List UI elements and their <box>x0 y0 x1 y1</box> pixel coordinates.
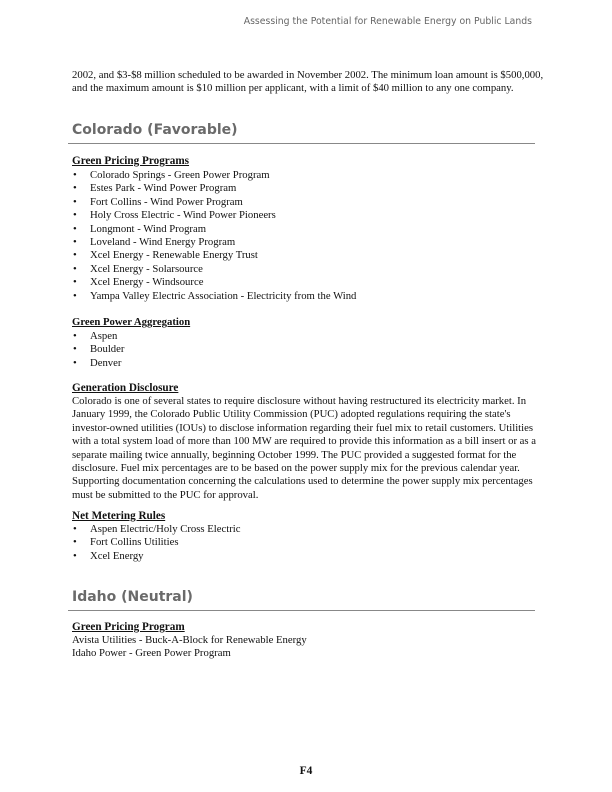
green-pricing-list <box>72 169 544 303</box>
list-item: • Longmont - Wind Program <box>72 223 544 236</box>
list-item: • Aspen <box>72 330 544 343</box>
disclosure-paragraph: Colorado is one of several states to require disclosure without having restructured its electricity market. In January 1999, the Colorado Public Utility Commission (PUC) adopted regulations requiring the state's investor-owned utilities (IOUs) to disclose information regarding their fuel mix to retail customers. Utilities with a total system load of more than 100 MW are required to provide this information as a bill insert or as a separate mailing twice annually, beginning October 1999. The PUC provided a suggested format for the disclosure. Fuel mix percentages are to be based on the power supply mix for the previous calendar year. Supporting documentation concerning the calculations used to determine the power supply mix percentages must be submitted to the PUC for approval. <box>72 395 537 501</box>
list-item: • Yampa Valley Electric Association - Electricity from the Wind <box>72 290 544 303</box>
list-item: • Xcel Energy <box>72 550 544 563</box>
aggregation-list <box>72 330 544 370</box>
list-item: • Holy Cross Electric - Wind Power Pioneers <box>72 209 544 222</box>
list-item: • Fort Collins - Wind Power Program <box>72 196 544 209</box>
subheading-net-metering: Net Metering Rules <box>72 510 166 522</box>
subheading-aggregation: Green Power Aggregation <box>72 316 191 328</box>
section-divider <box>68 610 535 611</box>
section-divider <box>68 143 535 144</box>
list-item: • Estes Park - Wind Power Program <box>72 182 544 195</box>
list-item: • Loveland - Wind Energy Program <box>72 236 544 249</box>
list-item: • Boulder <box>72 343 544 356</box>
section-heading-colorado: Colorado (Favorable) <box>72 122 238 138</box>
idaho-program-lines <box>72 634 544 661</box>
net-metering-list <box>72 523 544 563</box>
list-item: • Xcel Energy - Renewable Energy Trust <box>72 249 544 262</box>
list-item: • Fort Collins Utilities <box>72 536 544 549</box>
list-item: • Colorado Springs - Green Power Program <box>72 169 544 182</box>
subheading-disclosure: Generation Disclosure <box>72 382 179 394</box>
list-item: • Xcel Energy - Solarsource <box>72 263 544 276</box>
section-heading-idaho: Idaho (Neutral) <box>72 589 193 605</box>
running-header: Assessing the Potential for Renewable Energy on Public Lands <box>243 16 532 27</box>
program-line: Idaho Power - Green Power Program <box>72 647 231 660</box>
page-number: F4 <box>299 765 313 777</box>
program-line: Avista Utilities - Buck-A-Block for Renewable Energy <box>72 634 307 646</box>
subheading-idaho-green-pricing: Green Pricing Program <box>72 621 185 633</box>
list-item: • Aspen Electric/Holy Cross Electric <box>72 523 544 536</box>
list-item: • Xcel Energy - Windsource <box>72 276 544 289</box>
subheading-green-pricing: Green Pricing Programs <box>72 155 190 167</box>
intro-paragraph: 2002, and $3-$8 million scheduled to be awarded in November 2002. The minimum loan amount is $500,000, and the maximum amount is $10 million per applicant, with a limit of $40 million to any one company. <box>72 69 544 95</box>
list-item: • Denver <box>72 357 544 370</box>
